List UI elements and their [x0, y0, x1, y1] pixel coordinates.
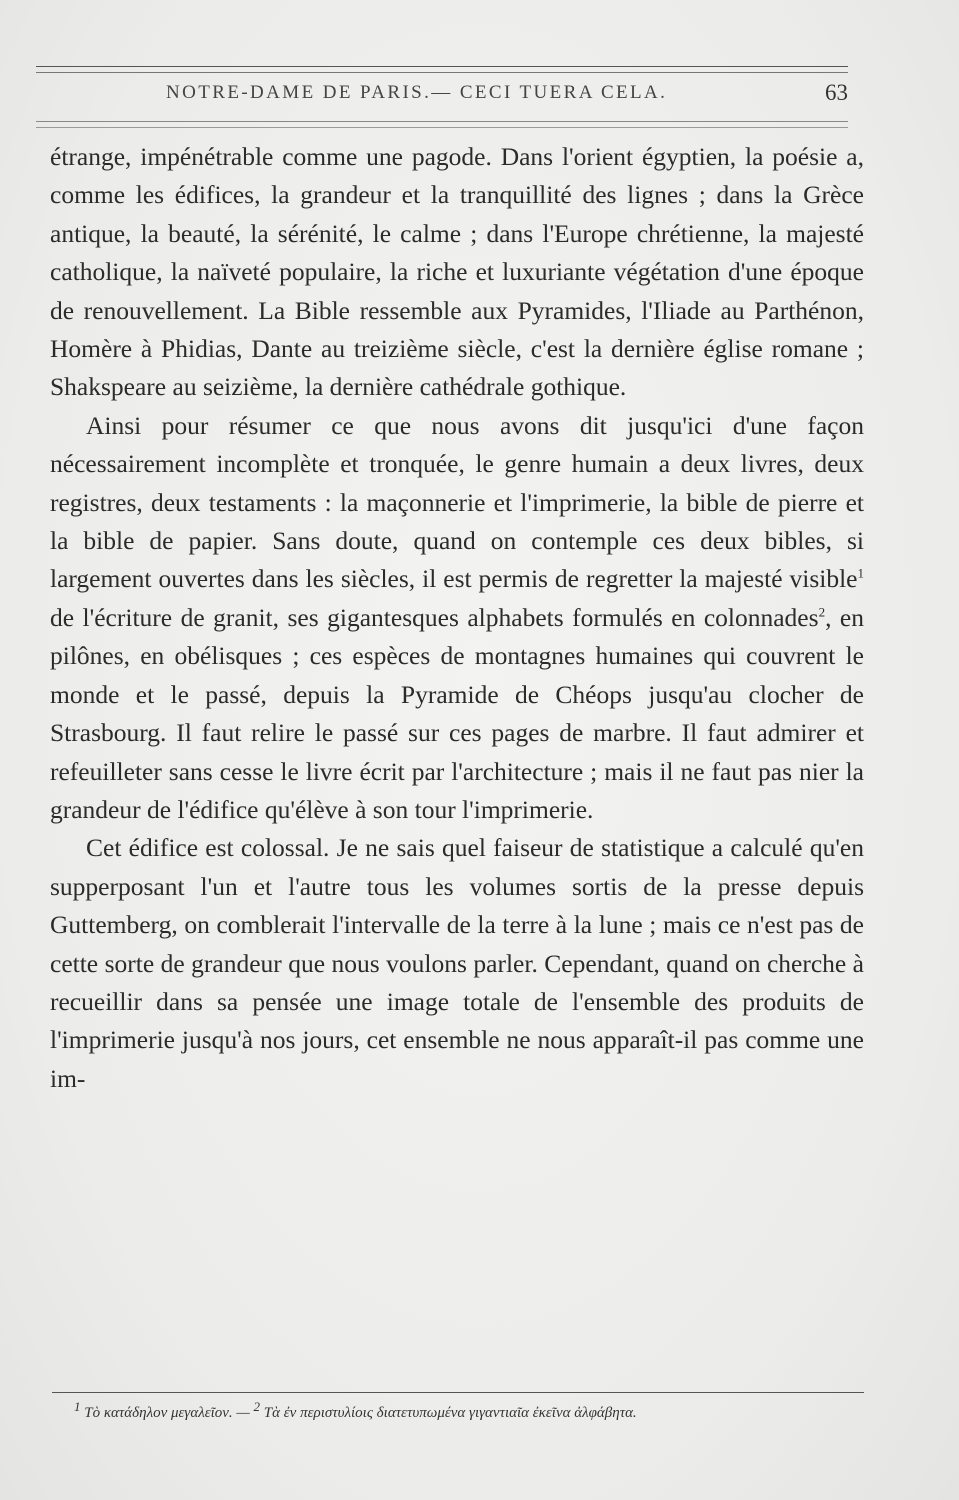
footnote-mark-2: 2 [253, 1399, 261, 1414]
header-rule-top [36, 66, 848, 67]
footnote-rule [52, 1392, 864, 1393]
page-header [36, 80, 848, 116]
footnote-1: Τὸ κατάδηλον μεγαλεῖον. — [80, 1405, 254, 1421]
paragraph-3: Cet édifice est colossal. Je ne sais quel faiseur de statistique a calculé qu'en supperposant l'un et l'autre tous les volumes sortis de la presse depuis Guttemberg, on comblerait l'intervalle de la terre à la lune ; mais ce n'est pas de cette sorte de grandeur que nous voulons parler. Cependant, quand on cherche à recueillir dans sa pensée une image totale de l'ensemble des produits de l'imprimerie jusqu'à nos jours, cet ensemble ne nous apparaît-il pas comme une im- [50, 833, 864, 1093]
paragraph-2-part-a: Ainsi pour résumer ce que nous avons dit jusqu'ici d'une façon nécessairement incomplète et tronquée, le genre humain a deux livres, deux registres, deux testaments : la maçonnerie et l'imprimerie, la bible de pierre et la bible de papier. Sans doute, quand on contemple ces deux bibles, si largement ouvertes dans les siècles, il est permis de regretter la majesté visible [50, 410, 864, 594]
header-rule-top-thin [36, 72, 848, 73]
paragraph-2 [50, 407, 864, 829]
footnote-ref-2: 2 [818, 604, 826, 620]
running-title: NOTRE-DAME DE PARIS.— CECI TUERA CELA. [166, 82, 668, 103]
footnote-ref-1: 1 [857, 565, 864, 581]
main-text [50, 138, 864, 1098]
header-rule-bottom [36, 121, 848, 122]
footnotes [52, 1399, 864, 1424]
paragraph-2-part-c: , en pilônes, en obélisques ; ces espèces de montagnes humaines qui couvrent le monde et le passé, depuis la Pyramide de Chéops jusqu'au clocher de Strasbourg. Il faut relire le passé sur ces pages de marbre. Il faut admirer et refeuilleter sans cesse le livre écrit par l'architecture ; mais il ne faut pas nier la grandeur de l'édifice qu'élève à son tour l'imprimerie. [50, 602, 864, 824]
page-number: 63 [825, 80, 848, 105]
footnote-2: Τὰ ἐν περιστυλίοις διατετυπωμένα γιγαντιαῖα ἐκεῖνα ἀλφάβητα. [260, 1405, 637, 1421]
paragraph-2-part-b: de l'écriture de granit, ses gigantesques alphabets formulés en colonnades [50, 602, 819, 632]
header-rule-bottom-thin [36, 127, 848, 128]
paragraph-1: étrange, impénétrable comme une pagode. Dans l'orient égyptien, la poésie a, comme les édifices, la grandeur et la tranquillité des lignes ; dans la Grèce antique, la beauté, la sérénité, le calme ; dans l'Europe chrétienne, la majesté catholique, la naïveté populaire, la riche et luxuriante végétation d'une époque de renouvellement. La Bible ressemble aux Pyramides, l'Iliade au Parthénon, Homère à Phidias, Dante au treizième siècle, c'est la dernière église romane ; Shakspeare au seizième, la dernière cathédrale gothique. [50, 142, 864, 402]
footnote-mark-1: 1 [74, 1399, 81, 1414]
